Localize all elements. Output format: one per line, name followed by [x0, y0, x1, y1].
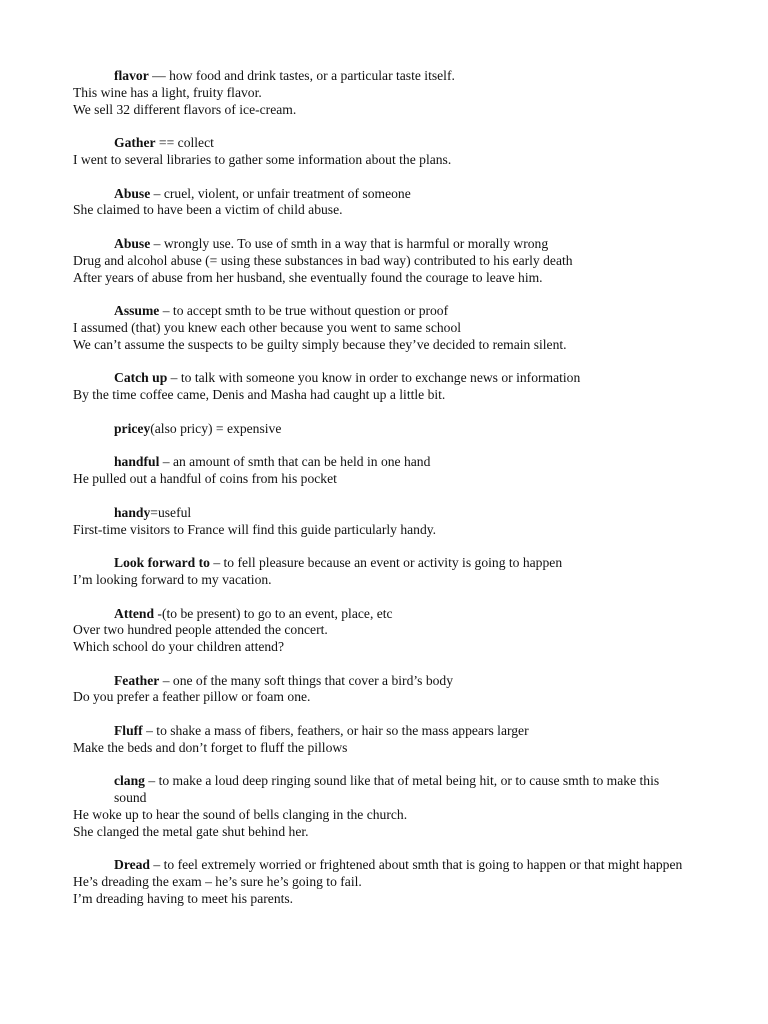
- entry-term: Assume: [114, 303, 160, 319]
- entry-term: Abuse: [114, 235, 151, 251]
- entry-heading: [73, 236, 693, 253]
- entry-heading: [73, 303, 693, 320]
- entry-term: flavor: [114, 68, 149, 83]
- entry-example: She clanged the metal gate shut behind her.: [73, 823, 309, 839]
- entry-term: Attend: [114, 605, 155, 621]
- entry-fluff: [73, 723, 693, 757]
- entry-definition: – to shake a mass of fibers, feathers, or hair so the mass appears larger: [142, 723, 529, 739]
- entry-heading: [73, 421, 693, 438]
- entry-heading: [73, 673, 693, 690]
- entry-definition: – cruel, violent, or unfair treatment of someone: [150, 185, 411, 201]
- entry-definition: — how food and drink tastes, or a particular taste itself.: [148, 68, 455, 83]
- entry-heading: [73, 606, 693, 623]
- entry-term: Dread: [114, 857, 150, 873]
- entry-term: handy: [114, 504, 151, 520]
- entry-term: pricey: [114, 420, 151, 436]
- entry-term: Catch up: [114, 370, 168, 386]
- entry-assume: [73, 303, 693, 353]
- entry-definition: – wrongly use. To use of smth in a way that is harmful or morally wrong: [150, 235, 549, 251]
- entry-attend: [73, 606, 693, 656]
- entry-abuse-noun: [73, 186, 693, 220]
- entry-example: This wine has a light, fruity flavor.: [73, 84, 262, 100]
- entry-definition: – to make a loud deep ringing sound like that of metal being hit, or to cause smth to make this sound: [114, 773, 660, 806]
- entry-definition: (also pricy) = expensive: [150, 420, 282, 436]
- entry-definition: – to talk with someone you know in order to exchange news or information: [167, 370, 581, 386]
- entry-example: Which school do your children attend?: [73, 639, 285, 655]
- entry-term: Fluff: [114, 723, 143, 739]
- entry-example: She claimed to have been a victim of child abuse.: [73, 202, 343, 218]
- entry-example: I assumed (that) you knew each other because you went to same school: [73, 319, 462, 335]
- entry-example: We sell 32 different flavors of ice-cream.: [73, 101, 297, 117]
- entry-term: handful: [114, 454, 160, 470]
- entry-term: Look forward to: [114, 555, 210, 571]
- entry-term: Abuse: [114, 185, 151, 201]
- entry-example: Drug and alcohol abuse (= using these substances in bad way) contributed to his early death: [73, 252, 573, 268]
- entry-example: Over two hundred people attended the concert.: [73, 622, 328, 638]
- entry-term: Gather: [114, 135, 156, 151]
- entry-clang: [73, 773, 693, 840]
- entry-flavor: [73, 68, 693, 118]
- entry-example: He woke up to hear the sound of bells clanging in the church.: [73, 807, 408, 823]
- vocabulary-document: [73, 68, 693, 925]
- entry-example: Do you prefer a feather pillow or foam one.: [73, 689, 311, 705]
- entry-heading: [73, 723, 693, 740]
- entry-example: I went to several libraries to gather some information about the plans.: [73, 151, 452, 167]
- entry-definition: – to accept smth to be true without question or proof: [159, 303, 449, 319]
- entry-handy: [73, 505, 693, 539]
- entry-heading: [73, 773, 693, 807]
- entry-heading: [73, 135, 693, 152]
- entry-definition: – to feel extremely worried or frightened about smth that is going to happen or that might happen: [150, 857, 683, 873]
- entry-term: clang: [114, 773, 145, 789]
- entry-example: Make the beds and don’t forget to fluff the pillows: [73, 739, 348, 755]
- entry-example: He’s dreading the exam – he’s sure he’s going to fail.: [73, 874, 362, 890]
- entry-heading: [73, 454, 693, 471]
- entry-dread: [73, 857, 693, 907]
- entry-heading: [73, 505, 693, 522]
- entry-example: After years of abuse from her husband, she eventually found the courage to leave him.: [73, 269, 543, 285]
- entry-feather: [73, 673, 693, 707]
- entry-heading: [73, 857, 693, 874]
- entry-heading: [73, 68, 693, 85]
- entry-heading: [73, 186, 693, 203]
- entry-look-forward-to: [73, 555, 693, 589]
- entry-example: By the time coffee came, Denis and Masha had caught up a little bit.: [73, 387, 446, 403]
- entry-definition: – an amount of smth that can be held in one hand: [159, 454, 431, 470]
- entry-pricey: [73, 421, 693, 438]
- entry-example: He pulled out a handful of coins from his pocket: [73, 471, 337, 487]
- entry-term: Feather: [114, 672, 160, 688]
- entry-example: First-time visitors to France will find this guide particularly handy.: [73, 521, 437, 537]
- entry-example: I’m dreading having to meet his parents.: [73, 891, 294, 907]
- entry-catch-up: [73, 370, 693, 404]
- entry-gather: [73, 135, 693, 169]
- entry-definition: == collect: [155, 135, 214, 151]
- entry-handful: [73, 454, 693, 488]
- entry-example: We can’t assume the suspects to be guilty simply because they’ve decided to remain silent.: [73, 336, 567, 352]
- entry-definition: – to fell pleasure because an event or activity is going to happen: [209, 555, 563, 571]
- entry-definition: -(to be present) to go to an event, place, etc: [154, 605, 393, 621]
- entry-definition: – one of the many soft things that cover a bird’s body: [159, 672, 454, 688]
- entry-heading: [73, 370, 693, 387]
- entry-example: I’m looking forward to my vacation.: [73, 571, 272, 587]
- entry-abuse-verb: [73, 236, 693, 286]
- entry-definition: =useful: [150, 504, 192, 520]
- entry-heading: [73, 555, 693, 572]
